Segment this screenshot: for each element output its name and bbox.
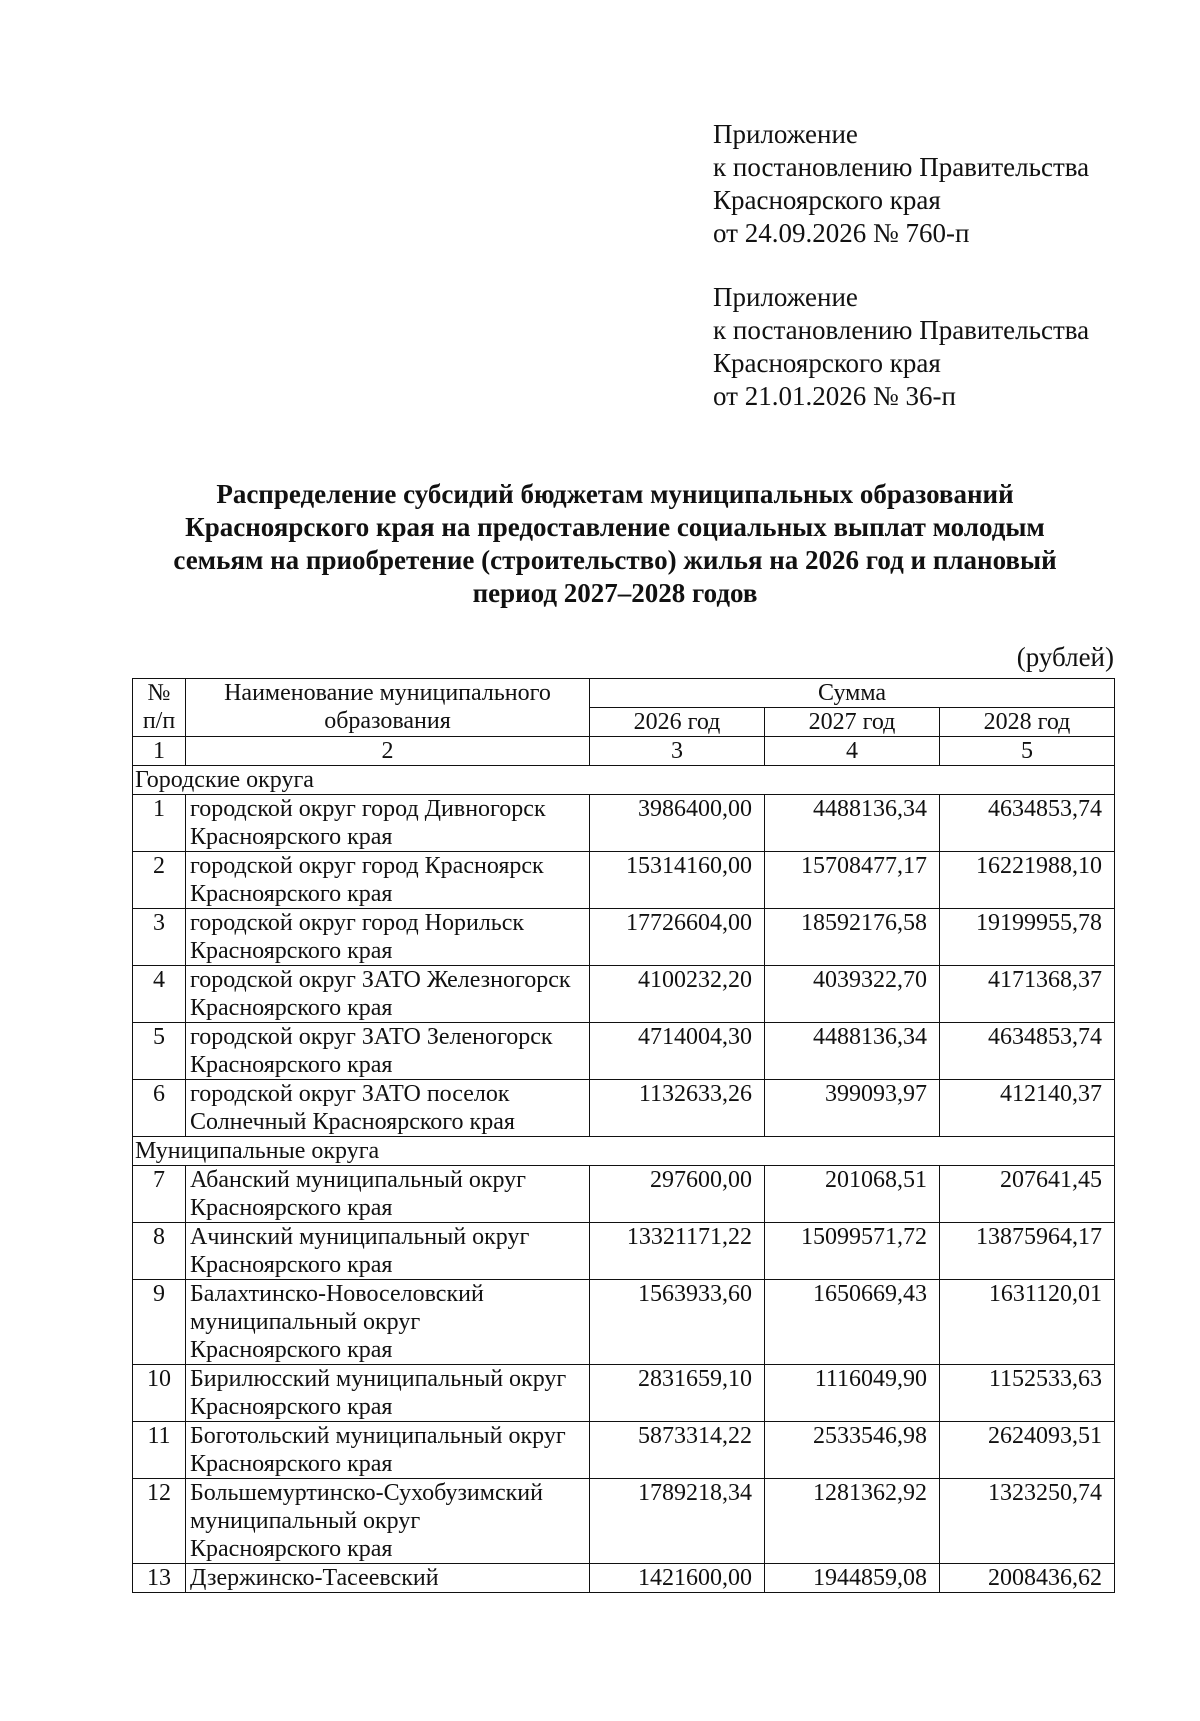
section-title: Городские округа <box>133 766 1115 795</box>
appendix-line: к постановлению Правительства <box>713 152 1090 182</box>
header-year-2028: 2028 год <box>940 708 1115 737</box>
table-row <box>133 1365 1115 1422</box>
amount-2027: 15099571,72 <box>765 1223 940 1280</box>
municipality-name-line: Бирилюсский муниципальный округ <box>190 1366 567 1392</box>
amount-2027: 4039322,70 <box>765 966 940 1023</box>
municipality-name-line: городской округ город Дивногорск <box>190 796 546 822</box>
appendix-date-line: от 24.09.2026 № 760-п <box>713 218 970 248</box>
municipality-name <box>186 1023 590 1080</box>
document-title <box>130 478 1100 610</box>
table-row <box>133 966 1115 1023</box>
amount-2028: 1631120,01 <box>940 1280 1115 1365</box>
amount-2028: 13875964,17 <box>940 1223 1115 1280</box>
amount-2026: 1421600,00 <box>590 1564 765 1593</box>
municipality-name-line: Балахтинско-Новоселовский <box>190 1281 484 1307</box>
row-number: 5 <box>133 1023 186 1080</box>
column-number: 1 <box>133 737 186 766</box>
row-number: 7 <box>133 1166 186 1223</box>
municipality-name-line: городской округ ЗАТО Железногорск <box>190 967 571 993</box>
municipality-name-line: Красноярского края <box>190 881 393 907</box>
amount-2027: 4488136,34 <box>765 795 940 852</box>
amount-2027: 18592176,58 <box>765 909 940 966</box>
row-number: 13 <box>133 1564 186 1593</box>
amount-2027: 2533546,98 <box>765 1422 940 1479</box>
table-row <box>133 1479 1115 1564</box>
amount-2028: 19199955,78 <box>940 909 1115 966</box>
header-num: № п/п <box>133 679 186 737</box>
table-row <box>133 909 1115 966</box>
table-row <box>133 1023 1115 1080</box>
header-sum: Сумма <box>590 679 1115 708</box>
table-row <box>133 1223 1115 1280</box>
amount-2028: 4634853,74 <box>940 1023 1115 1080</box>
municipality-name-line: Ачинский муниципальный округ <box>190 1224 530 1250</box>
municipality-name-line: Большемуртинско-Сухобузимский <box>190 1480 543 1506</box>
amount-2027: 1116049,90 <box>765 1365 940 1422</box>
municipality-name-line: городской округ ЗАТО поселок <box>190 1081 510 1107</box>
amount-2028: 412140,37 <box>940 1080 1115 1137</box>
row-number: 3 <box>133 909 186 966</box>
amount-2026: 15314160,00 <box>590 852 765 909</box>
municipality-name <box>186 1564 590 1593</box>
header-year-2027: 2027 год <box>765 708 940 737</box>
appendix-block-previous <box>713 281 1153 413</box>
municipality-name <box>186 1365 590 1422</box>
municipality-name <box>186 1080 590 1137</box>
amount-2027: 1944859,08 <box>765 1564 940 1593</box>
municipality-name-line: Солнечный Красноярского края <box>190 1109 515 1135</box>
column-number: 3 <box>590 737 765 766</box>
amount-2027: 399093,97 <box>765 1080 940 1137</box>
amount-2026: 4714004,30 <box>590 1023 765 1080</box>
table-row <box>133 795 1115 852</box>
title-line: период 2027–2028 годов <box>472 578 758 608</box>
amount-2027: 201068,51 <box>765 1166 940 1223</box>
municipality-name <box>186 1166 590 1223</box>
municipality-name-line: муниципальный округ <box>190 1508 421 1534</box>
municipality-name-line: Красноярского края <box>190 1536 393 1562</box>
amount-2026: 4100232,20 <box>590 966 765 1023</box>
table-row <box>133 1080 1115 1137</box>
municipality-name-line: Красноярского края <box>190 824 393 850</box>
amount-2028: 2624093,51 <box>940 1422 1115 1479</box>
municipality-name <box>186 1280 590 1365</box>
municipality-name-line: Красноярского края <box>190 1451 393 1477</box>
amount-2026: 1789218,34 <box>590 1479 765 1564</box>
row-number: 1 <box>133 795 186 852</box>
appendix-date-line: от 21.01.2026 № 36-п <box>713 381 956 411</box>
row-number: 11 <box>133 1422 186 1479</box>
appendix-line: Красноярского края <box>713 185 941 215</box>
municipality-name <box>186 1422 590 1479</box>
municipality-name-line: Красноярского края <box>190 938 393 964</box>
title-line: Красноярского края на предоставление социальных выплат молодым <box>185 512 1045 542</box>
municipality-name-line: городской округ город Норильск <box>190 910 525 936</box>
table-row <box>133 1422 1115 1479</box>
amount-2028: 16221988,10 <box>940 852 1115 909</box>
amount-2026: 17726604,00 <box>590 909 765 966</box>
municipality-name-line: городской округ город Красноярск <box>190 853 544 879</box>
municipality-name <box>186 1223 590 1280</box>
municipality-name-line: Красноярского края <box>190 1052 393 1078</box>
column-number: 5 <box>940 737 1115 766</box>
amount-2028: 1152533,63 <box>940 1365 1115 1422</box>
title-line: семьям на приобретение (строительство) жилья на 2026 год и плановый <box>173 545 1057 575</box>
amount-2026: 2831659,10 <box>590 1365 765 1422</box>
subsidy-table <box>132 678 1115 1593</box>
municipality-name-line: Красноярского края <box>190 1252 393 1278</box>
amount-2028: 207641,45 <box>940 1166 1115 1223</box>
municipality-name-line: Красноярского края <box>190 1337 393 1363</box>
municipality-name-line: Дзержинско-Тасеевский <box>190 1565 439 1591</box>
municipality-name <box>186 852 590 909</box>
appendix-line: Приложение <box>713 282 858 312</box>
table-row <box>133 852 1115 909</box>
municipality-name <box>186 909 590 966</box>
municipality-name-line: Боготольский муниципальный округ <box>190 1423 566 1449</box>
table-body <box>133 766 1115 1593</box>
title-line: Распределение субсидий бюджетам муниципальных образований <box>216 479 1014 509</box>
column-number: 2 <box>186 737 590 766</box>
municipality-name-line: Красноярского края <box>190 995 393 1021</box>
amount-2026: 1132633,26 <box>590 1080 765 1137</box>
municipality-name <box>186 795 590 852</box>
table-row <box>133 1166 1115 1223</box>
section-row <box>133 766 1115 795</box>
amount-2027: 1650669,43 <box>765 1280 940 1365</box>
table-row <box>133 1280 1115 1365</box>
municipality-name <box>186 1479 590 1564</box>
amount-2027: 15708477,17 <box>765 852 940 909</box>
appendix-line: Красноярского края <box>713 348 941 378</box>
municipality-name-line: Красноярского края <box>190 1394 393 1420</box>
row-number: 8 <box>133 1223 186 1280</box>
row-number: 10 <box>133 1365 186 1422</box>
amount-2026: 3986400,00 <box>590 795 765 852</box>
row-number: 4 <box>133 966 186 1023</box>
amount-2026: 5873314,22 <box>590 1422 765 1479</box>
appendix-block-current <box>713 118 1153 250</box>
amount-2026: 13321171,22 <box>590 1223 765 1280</box>
municipality-name-line: Абанский муниципальный округ <box>190 1167 527 1193</box>
row-number: 6 <box>133 1080 186 1137</box>
appendix-line: к постановлению Правительства <box>713 315 1090 345</box>
amount-2027: 1281362,92 <box>765 1479 940 1564</box>
column-numbers-row <box>133 737 1115 766</box>
row-number: 12 <box>133 1479 186 1564</box>
header-row <box>133 679 1115 708</box>
municipality-name-line: городской округ ЗАТО Зеленогорск <box>190 1024 553 1050</box>
amount-2026: 1563933,60 <box>590 1280 765 1365</box>
amount-2028: 2008436,62 <box>940 1564 1115 1593</box>
municipality-name-line: муниципальный округ <box>190 1309 421 1335</box>
amount-2026: 297600,00 <box>590 1166 765 1223</box>
table-row <box>133 1564 1115 1593</box>
row-number: 9 <box>133 1280 186 1365</box>
units-label: (рублей) <box>1016 642 1114 672</box>
row-number: 2 <box>133 852 186 909</box>
municipality-name-line: Красноярского края <box>190 1195 393 1221</box>
amount-2027: 4488136,34 <box>765 1023 940 1080</box>
municipality-name <box>186 966 590 1023</box>
amount-2028: 4171368,37 <box>940 966 1115 1023</box>
appendix-line: Приложение <box>713 119 858 149</box>
section-row <box>133 1137 1115 1166</box>
amount-2028: 1323250,74 <box>940 1479 1115 1564</box>
header-name: Наименование муниципального образования <box>186 679 590 737</box>
column-number: 4 <box>765 737 940 766</box>
section-title: Муниципальные округа <box>133 1137 1115 1166</box>
amount-2028: 4634853,74 <box>940 795 1115 852</box>
header-year-2026: 2026 год <box>590 708 765 737</box>
